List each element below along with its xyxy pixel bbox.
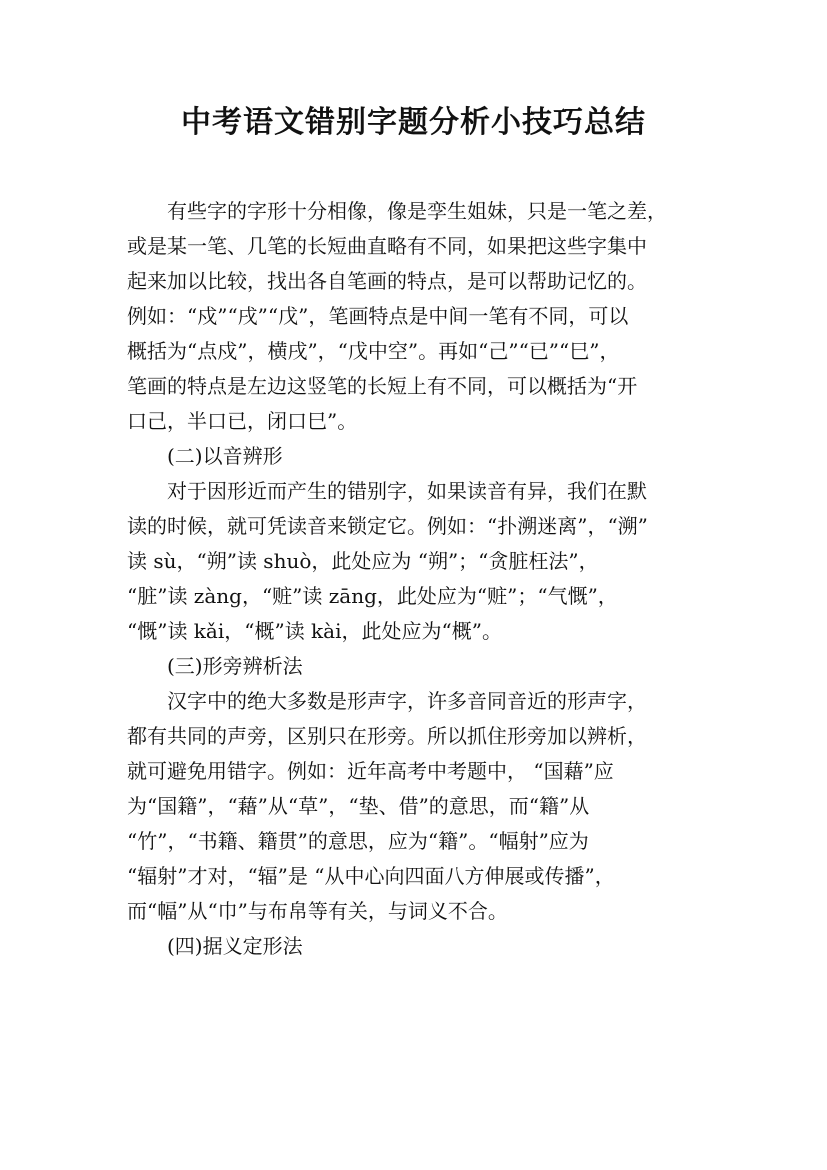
text-line: “脏”读 zàng，“赃”读 zāng，此处应为“赃”；“气慨”， [127, 584, 618, 608]
text-line: 例如：“戍”“戌”“戊”，笔画特点是中间一笔有不同，可以 [127, 304, 629, 328]
paragraph-sound-distinction [127, 474, 723, 649]
section-heading-radical: (三)形旁辨析法 [167, 654, 303, 678]
text-line: 起来加以比较，找出各自笔画的特点，是可以帮助记忆的。 [127, 269, 647, 293]
section-heading-meaning: (四)据义定形法 [167, 934, 303, 958]
paragraph-similar-shapes [127, 194, 723, 439]
document-body [127, 194, 723, 964]
text-line: 笔画的特点是左边这竖笔的长短上有不同，可以概括为“开 [127, 374, 638, 398]
text-line: 或是某一笔、几笔的长短曲直略有不同，如果把这些字集中 [127, 234, 647, 258]
text-line: 就可避免用错字。例如：近年高考中考题中， “国藉”应 [127, 759, 614, 783]
text-line: 都有共同的声旁，区别只在形旁。所以抓住形旁加以辨析， [127, 724, 647, 748]
text-line: 读的时候，就可凭读音来锁定它。例如：“扑溯迷离”，“溯” [127, 514, 648, 538]
text-line: 为“国籍”，“藉”从“草”，“垫、借”的意思，而“籍”从 [127, 794, 590, 818]
text-line: 有些字的字形十分相像，像是孪生姐妹，只是一笔之差， [167, 199, 667, 223]
text-line: 口己，半口已，闭口巳”。 [127, 409, 358, 433]
text-line: “慨”读 kǎi，“概”读 kài，此处应为“概”。 [127, 619, 502, 643]
section-heading-sound: (二)以音辨形 [167, 444, 283, 468]
text-line: “辐射”才对，“辐”是 “从中心向四面八方伸展或传播”， [127, 864, 615, 888]
text-line: 汉字中的绝大多数是形声字，许多音同音近的形声字， [167, 689, 647, 713]
text-line: “竹”，“书籍、籍贯”的意思，应为“籍”。“幅射”应为 [127, 829, 589, 853]
text-line: 读 sù，“朔”读 shuò，此处应为 “朔”；“贪脏枉法”， [127, 549, 599, 573]
text-line: 而“幅”从“巾”与布帛等有关，与词义不合。 [127, 899, 508, 923]
paragraph-radical-analysis [127, 684, 723, 929]
text-line: 概括为“点戍”，横戌”，“戊中空”。再如“己”“已”“巳”， [127, 339, 620, 363]
text-line: 对于因形近而产生的错别字，如果读音有异，我们在默 [167, 479, 647, 503]
page-title: 中考语文错别字题分析小技巧总结 [181, 105, 646, 140]
